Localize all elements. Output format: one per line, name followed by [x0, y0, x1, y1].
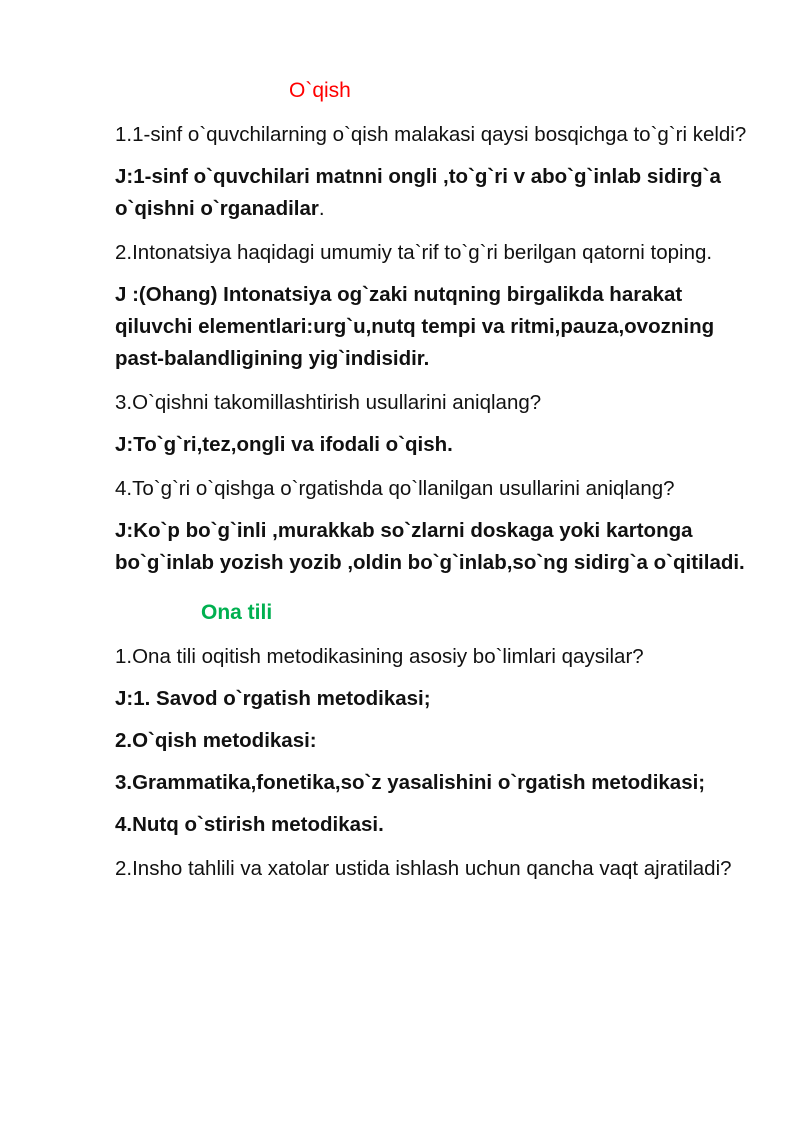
question-1: 1.1-sinf o`quvchilarning o`qish malakasi qaysi bosqichga to`g`ri keldi?: [115, 123, 747, 146]
section-title-ona-tili: Ona tili: [201, 601, 273, 624]
answer-1-tail: .: [318, 197, 325, 220]
question-3: 3.O`qishni takomillashtirish usullarini aniqlang?: [115, 391, 542, 414]
ona-tili-answer-line-4: 4.Nutq o`stirish metodikasi.: [115, 813, 384, 836]
ona-tili-answer-line-2: 2.O`qish metodikasi:: [115, 729, 317, 752]
answer-4: J:Ko`p bo`g`inli ,murakkab so`zlarni doskaga yoki kartonga bo`g`inlab yozish yozib ,oldin bo`g`inlab,so`ng sidirg`a o`qitiladi.: [115, 519, 745, 574]
answer-3: J:To`g`ri,tez,ongli va ifodali o`qish.: [115, 433, 453, 456]
question-4: 4.To`g`ri o`qishga o`rgatishda qo`llanilgan usullarini aniqlang?: [115, 477, 675, 500]
answer-1: [115, 161, 755, 225]
answer-2: J :(Ohang) Intonatsiya og`zaki nutqning birgalikda harakat qiluvchi elementlari:urg`u,nutq tempi va ritmi,pauza,ovozning past-balandligining yig`indisidir.: [115, 283, 715, 370]
ona-tili-answer-line-1: J:1. Savod o`rgatish metodikasi;: [115, 687, 431, 710]
section-title-oqish: O`qish: [289, 79, 351, 102]
ona-tili-answer-line-3: 3.Grammatika,fonetika,so`z yasalishini o`rgatish metodikasi;: [115, 771, 706, 794]
ona-tili-question-1: 1.Ona tili oqitish metodikasining asosiy bo`limlari qaysilar?: [115, 645, 644, 668]
answer-1-text: J:1-sinf o`quvchilari matnni ongli ,to`g`ri v abo`g`inlab sidirg`a o`qishni o`rganadilar: [115, 165, 721, 220]
ona-tili-question-2: 2.Insho tahlili va xatolar ustida ishlash uchun qancha vaqt ajratiladi?: [115, 857, 732, 880]
question-2: 2.Intonatsiya haqidagi umumiy ta`rif to`g`ri berilgan qatorni toping.: [115, 241, 713, 264]
document-page: [115, 0, 755, 885]
